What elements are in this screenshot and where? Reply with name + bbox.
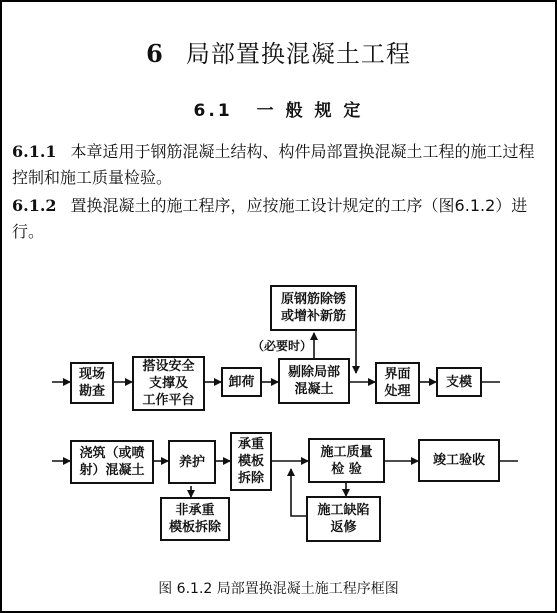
box-bearing-form-removal: 承重 模板 拆除 bbox=[230, 432, 272, 491]
box-completion-acceptance: 竣工验收 bbox=[418, 439, 500, 482]
box-formwork: 支模 bbox=[436, 367, 482, 397]
figure-caption: 图 6.1.2 局部置换混凝土施工程序框图 bbox=[158, 581, 399, 597]
box-defect-repair: 施工缺陷 返修 bbox=[306, 496, 381, 542]
box-pour-concrete: 浇筑（或喷 射）混凝土 bbox=[70, 440, 154, 484]
box-remove-concrete: 剔除局部 混凝土 bbox=[278, 358, 350, 404]
clause-text: 置换混凝土的施工程序，应按施工设计规定的工序（图6.1.2）进行。 bbox=[12, 196, 528, 241]
section-number: 6.1 bbox=[193, 101, 233, 121]
chapter-title: 局部置换混凝土工程 bbox=[185, 40, 411, 68]
box-safety-scaffold: 搭设安全 支撑及 工作平台 bbox=[132, 356, 205, 411]
box-quality-inspection: 施工质量 检 验 bbox=[308, 438, 385, 483]
box-site-survey: 现场 勘查 bbox=[70, 362, 114, 404]
box-nonbearing-form-removal: 非承重 模板拆除 bbox=[160, 497, 230, 541]
chapter-number: 6 bbox=[146, 39, 164, 68]
clause-number: 6.1.1 bbox=[12, 142, 57, 161]
clause-text: 本章适用于钢筋混凝土结构、构件局部置换混凝土工程的施工过程控制和施工质量检验。 bbox=[12, 142, 535, 187]
clause-number: 6.1.2 bbox=[12, 196, 57, 215]
box-rebar-treatment: 原钢筋除锈 或增补新筋 bbox=[270, 285, 357, 331]
note-if-needed: （必要时） bbox=[252, 339, 313, 353]
box-unload: 卸荷 bbox=[221, 367, 262, 397]
box-curing: 养护 bbox=[168, 440, 216, 484]
box-interface-treatment: 界面 处理 bbox=[375, 362, 420, 404]
section-title: 一 般 规 定 bbox=[256, 101, 364, 121]
